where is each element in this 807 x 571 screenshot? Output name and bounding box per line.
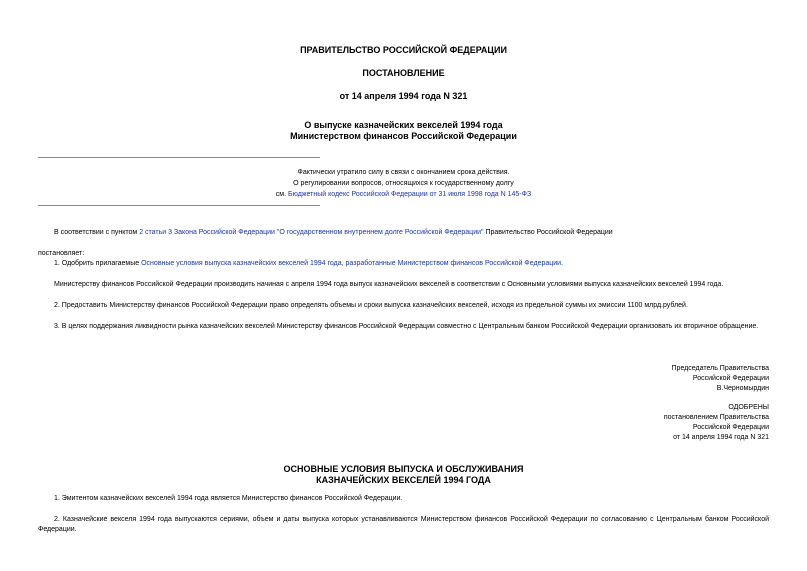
approval-line4: от 14 апреля 1994 года N 321 <box>673 434 769 441</box>
signature-line1: Председатель Правительства <box>671 365 769 372</box>
approval-line1: ОДОБРЕНЫ <box>728 404 769 411</box>
law-article-link[interactable]: 2 статьи 3 Закона Российской Федерации "О государственном внутреннем долге Российской Федерации" <box>139 229 484 236</box>
status-note-line1: Фактически утратило силу в связи с окончанием срока действия. <box>297 169 510 176</box>
annex-item-1: 1. Эмитентом казначейских векселей 1994 года является Министерство финансов Российской Федерации. <box>54 495 403 502</box>
approval-line3: Российской Федерации <box>692 424 769 431</box>
approval-line2: постановлением Правительства <box>663 414 769 421</box>
preamble-resolves: постановляет: <box>38 250 85 257</box>
document-title-line1: О выпуске казначейских векселей 1994 года <box>304 120 503 130</box>
budget-code-link[interactable]: Бюджетный кодекс Российской Федерации от 31 июля 1998 года N 145-ФЗ <box>288 191 532 198</box>
signature-line2: Российской Федерации <box>692 375 769 382</box>
government-heading: ПРАВИТЕЛЬСТВО РОССИЙСКОЙ ФЕДЕРАЦИИ <box>300 45 507 55</box>
annex-title-line1: ОСНОВНЫЕ УСЛОВИЯ ВЫПУСКА И ОБСЛУЖИВАНИЯ <box>283 464 524 474</box>
status-note-line2: О регулировании вопросов, относящихся к государственному долгу <box>293 180 514 187</box>
divider-top <box>38 157 320 158</box>
status-note-see <box>0 190 807 200</box>
divider-bottom <box>38 205 320 206</box>
item-2: 2. Предоставить Министерству финансов Российской Федерации право определять объемы и сроки выпуска казначейских векселей, исходя из предельной суммы их эмиссии 1100 млрд.рублей. <box>54 302 688 309</box>
document-date-number: от 14 апреля 1994 года N 321 <box>339 91 468 101</box>
conditions-link[interactable]: Основные условия выпуска казначейских векселей 1994 года, разработанные Министерством финансов Российской Федерации. <box>141 260 564 267</box>
document-type: ПОСТАНОВЛЕНИЕ <box>362 68 445 78</box>
see-prefix: см. <box>275 191 287 198</box>
item-1b: Министерству финансов Российской Федерации производить начиная с апреля 1994 года выпуск казначейских векселей в соответствии с Основными условиями выпуска казначейских векселей 1994 года. <box>54 281 724 288</box>
annex-title-line2: КАЗНАЧЕЙСКИХ ВЕКСЕЛЕЙ 1994 ГОДА <box>316 475 491 485</box>
annex-item-2: 2. Казначейские векселя 1994 года выпускаются сериями, объем и даты выпуска которых устанавливаются Министерством финансов Российской Федерации по согласованию с Центральным банком Российской Федерации. <box>38 516 769 533</box>
signature-name: В.Черномырдин <box>716 385 769 392</box>
document-title-line2: Министерством финансов Российской Федерации <box>290 131 517 141</box>
preamble-before: В соответствии с пунктом <box>54 229 138 236</box>
preamble-after: Правительство Российской Федерации <box>485 229 613 236</box>
preamble <box>54 228 613 238</box>
item-1 <box>54 259 563 269</box>
item-1-text: 1. Одобрить прилагаемые <box>54 260 140 267</box>
item-3: 3. В целях поддержания ликвидности рынка казначейских векселей Министерству финансов Российской Федерации совместно с Центральным банком Российской Федерации организовать их вторичное обращение. <box>54 323 759 330</box>
